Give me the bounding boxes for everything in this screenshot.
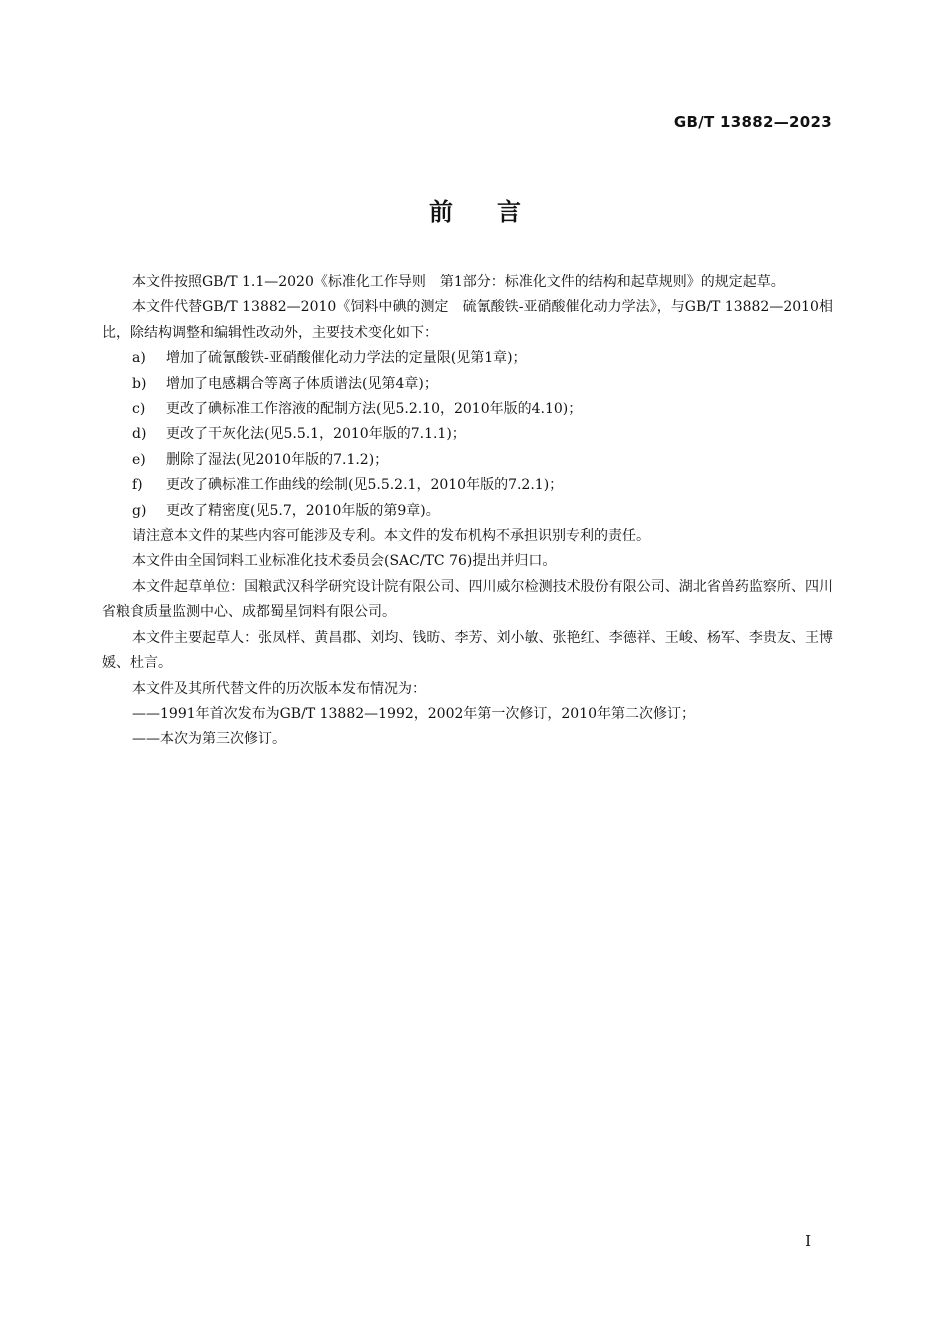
list-item: [102, 397, 833, 422]
patent-notice-paragraph: 请注意本文件的某些内容可能涉及专利。本文件的发布机构不承担识别专利的责任。: [132, 528, 650, 545]
list-marker: d): [132, 426, 147, 443]
page-number: I: [805, 1232, 811, 1250]
list-item-text: 更改了碘标准工作曲线的绘制(见5.5.2.1，2010年版的7.2.1)；: [166, 477, 564, 494]
list-item: ——1991年首次发布为GB/T 13882—1992，2002年第一次修订，2010年第二次修订；: [132, 705, 696, 722]
list-item: [102, 422, 833, 447]
list-marker: b): [132, 375, 147, 392]
list-item-text: 删除了湿法(见2010年版的7.1.2)；: [166, 451, 389, 468]
technical-changes-list: [102, 346, 833, 524]
list-item: [102, 346, 833, 371]
version-history-list: [102, 702, 833, 753]
list-item-text: 更改了干灰化法(见5.5.1，2010年版的7.1.1)；: [166, 426, 466, 443]
version-history-paragraph: 本文件及其所代替文件的历次版本发布情况为：: [132, 680, 426, 697]
standard-code: GB/T 13882—2023: [673, 113, 832, 131]
list-marker: c): [132, 401, 146, 418]
list-item: [102, 473, 833, 498]
list-marker: a): [132, 350, 146, 367]
list-item: [102, 499, 833, 524]
drafting-units-paragraph: 本文件起草单位：国粮武汉科学研究设计院有限公司、四川威尔检测技术股份有限公司、湖北省兽药监察所、四川省粮食质量监测中心、成都蜀星饲料有限公司。: [102, 578, 833, 621]
drafters-paragraph: 本文件主要起草人：张凤样、黄昌郡、刘均、钱昉、李芳、刘小敏、张艳红、李德祥、王峻、杨军、李贵友、王博媛、杜言。: [102, 629, 833, 672]
list-item: [102, 372, 833, 397]
proposer-paragraph: 本文件由全国饲料工业标准化技术委员会(SAC/TC 76)提出并归口。: [132, 553, 557, 570]
page-title: 前言: [429, 198, 565, 226]
drafting-basis-paragraph: 本文件按照GB/T 1.1—2020《标准化工作导则 第1部分：标准化文件的结构和起草规则》的规定起草。: [132, 274, 785, 290]
list-marker: e): [132, 451, 146, 468]
list-item-text: 更改了碘标准工作溶液的配制方法(见5.2.10，2010年版的4.10)；: [166, 401, 583, 418]
list-item-text: 增加了电感耦合等离子体质谱法(见第4章)；: [166, 375, 438, 392]
list-item-text: 更改了精密度(见5.7，2010年版的第9章)。: [166, 502, 440, 519]
list-marker: f): [132, 477, 143, 494]
list-item-text: 增加了硫氰酸铁-亚硝酸催化动力学法的定量限(见第1章)；: [166, 350, 527, 367]
list-item: [102, 448, 833, 473]
list-marker: g): [132, 502, 147, 519]
list-item: ——本次为第三次修订。: [132, 731, 286, 748]
foreword-body: [102, 270, 833, 753]
replacement-paragraph: 本文件代替GB/T 13882—2010《饲料中碘的测定 硫氰酸铁-亚硝酸催化动力学法》，与GB/T 13882—2010相比，除结构调整和编辑性改动外，主要技术变化如下：: [102, 299, 833, 341]
